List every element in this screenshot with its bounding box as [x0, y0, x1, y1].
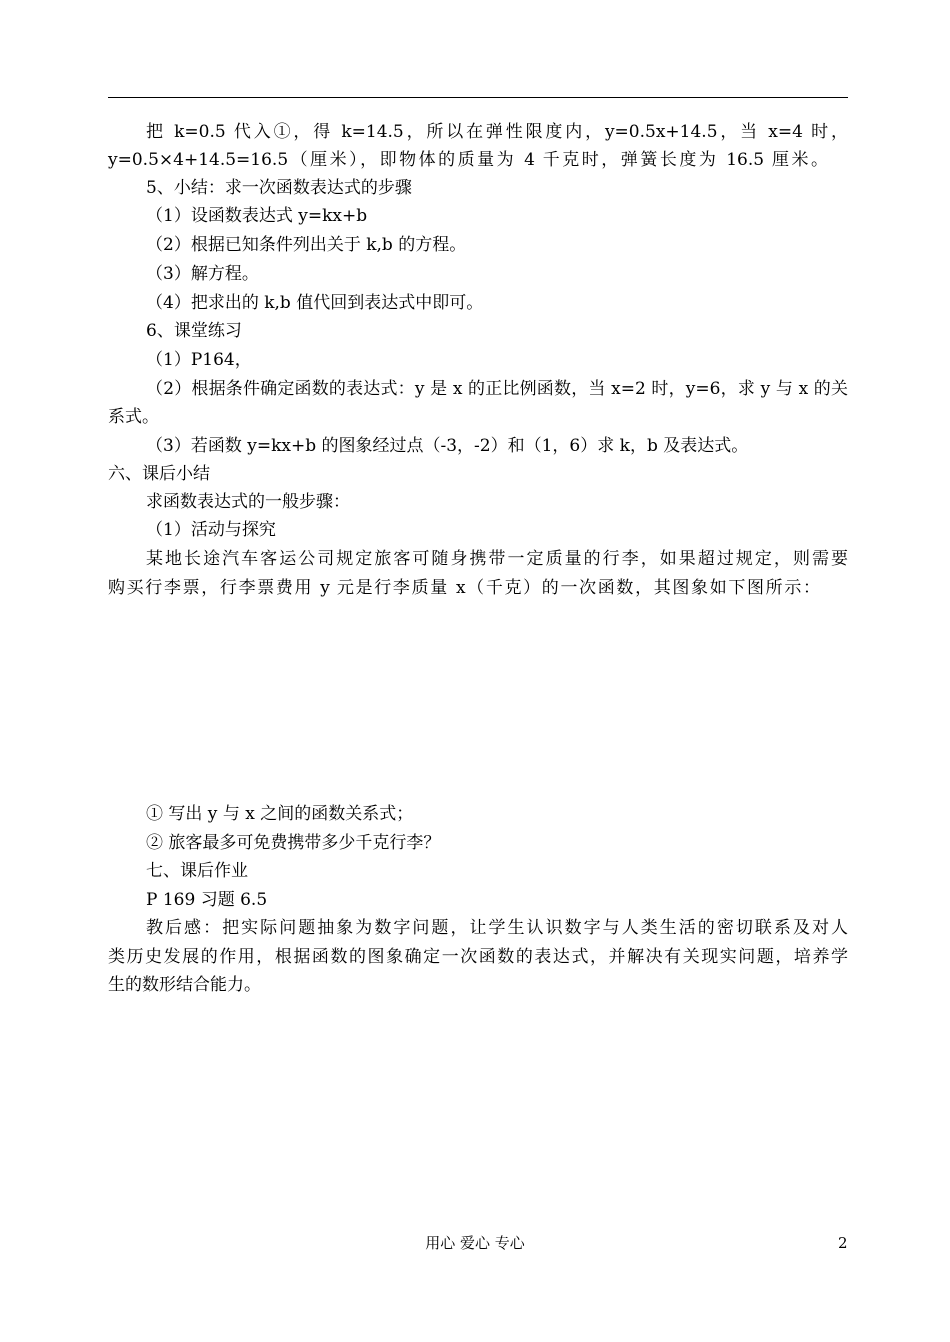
text-line: （1）活动与探究 [146, 520, 276, 540]
text-line: （4）把求出的 k,b 值代回到表达式中即可。 [146, 293, 484, 313]
footer-text: 用心 爱心 专心 [425, 1234, 525, 1252]
text-line: 购买行李票，行李票费用 y 元是行李质量 x（千克）的一次函数，其图象如下图所示： [108, 578, 820, 598]
text-line: ① 写出 y 与 x 之间的函数关系式； [146, 804, 414, 824]
section-heading: 5、小结：求一次函数表达式的步骤 [146, 178, 412, 198]
text-line: 类历史发展的作用，根据函数的图象确定一次函数的表达式，并解决有关现实问题，培养学 [108, 947, 848, 967]
text-line: 某地长途汽车客运公司规定旅客可随身携带一定质量的行李，如果超过规定，则需要 [146, 549, 848, 569]
text-line: 生的数形结合能力。 [108, 975, 261, 995]
text-line: P 169 习题 6.5 [146, 890, 268, 910]
page-number: 2 [838, 1234, 848, 1252]
text-line: y=0.5×4+14.5=16.5（厘米），即物体的质量为 4 千克时，弹簧长度为 16.5 厘米。 [108, 150, 828, 170]
section-heading: 6、课堂练习 [146, 321, 242, 341]
text-line: 求函数表达式的一般步骤： [146, 492, 350, 512]
text-line: （1）P164， [146, 350, 252, 370]
section-heading: 六、课后小结 [108, 464, 210, 484]
section-heading: 七、课后作业 [146, 861, 248, 881]
text-line: （3）若函数 y=kx+b 的图象经过点（-3，-2）和（1，6）求 k，b 及表达式。 [146, 436, 749, 456]
text-line: 系式。 [108, 407, 159, 427]
text-line: （1）设函数表达式 y=kx+b [146, 206, 368, 226]
header-rule [108, 97, 848, 98]
text-line: 把 k=0.5 代入①，得 k=14.5，所以在弹性限度内，y=0.5x+14.5，当 x=4 时， [146, 122, 848, 142]
text-line: 教后感：把实际问题抽象为数字问题，让学生认识数字与人类生活的密切联系及对人 [146, 918, 848, 938]
text-line: （2）根据已知条件列出关于 k,b 的方程。 [146, 235, 467, 255]
text-line: ② 旅客最多可免费携带多少千克行李？ [146, 833, 441, 853]
text-line: （3）解方程。 [146, 264, 259, 284]
text-line: （2）根据条件确定函数的表达式：y 是 x 的正比例函数，当 x=2 时，y=6，求 y 与 x 的关 [146, 379, 848, 399]
